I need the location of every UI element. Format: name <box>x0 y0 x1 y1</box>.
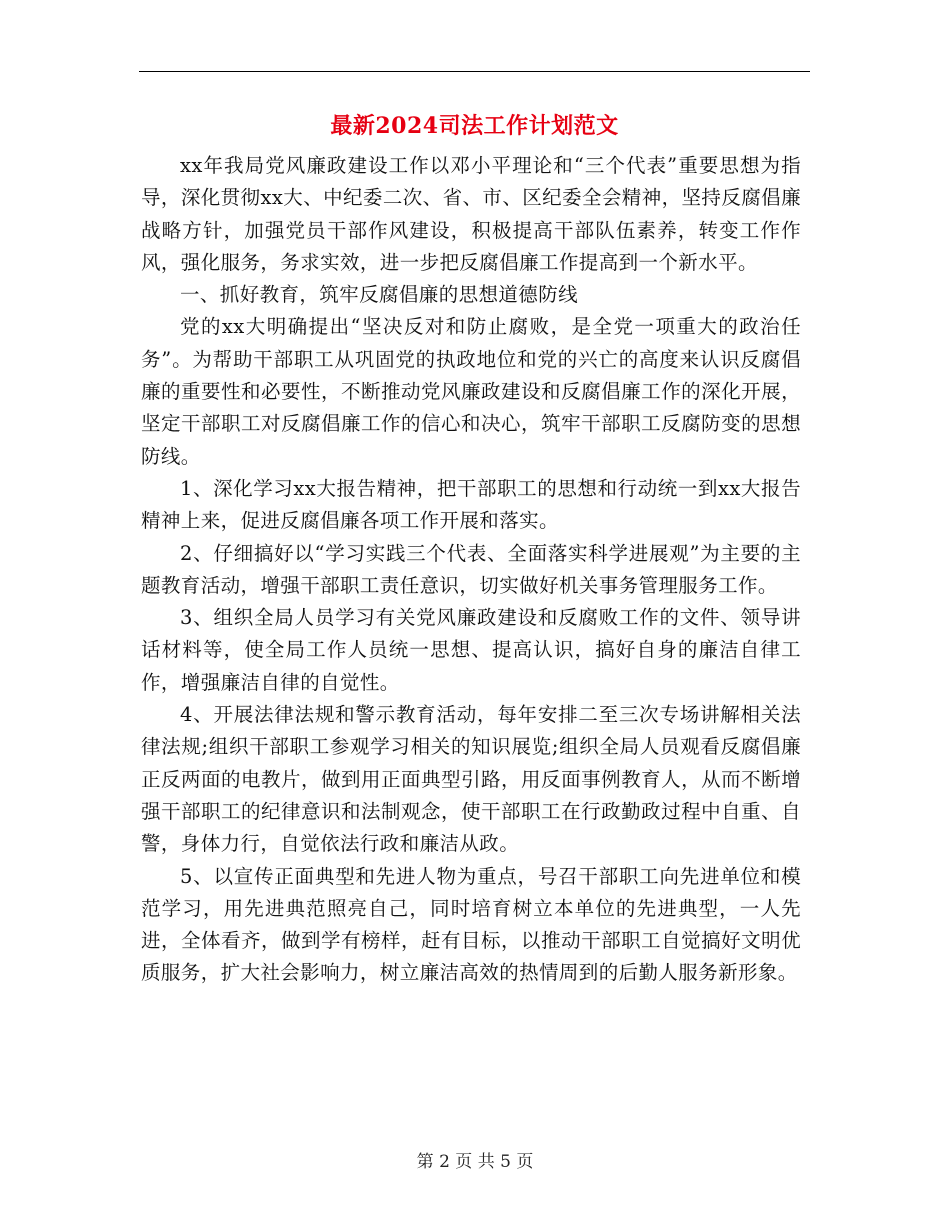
list-item-3: 3、组织全局人员学习有关党风廉政建设和反腐败工作的文件、领导讲话材料等，使全局工作人员统一思想、提高认识，搞好自身的廉洁自律工作，增强廉洁自律的自觉性。 <box>141 606 801 694</box>
list-item-4: 4、开展法律法规和警示教育活动，每年安排二至三次专场讲解相关法律法规;组织干部职工参观学习相关的知识展览;组织全局人员观看反腐倡廉正反两面的电教片，做到用正面典型引路，用反面事例教育人，从而不断增强干部职工的纪律意识和法制观念，使干部职工在行政勤政过程中自重、自警，身体力行，自觉依法行政和廉洁从政。 <box>141 703 801 856</box>
header-rule <box>139 71 810 72</box>
document-title: 最新2024司法工作计划范文 <box>330 113 619 139</box>
document-body <box>141 150 801 990</box>
paragraph-intro: xx年我局党风廉政建设工作以邓小平理论和“三个代表”重要思想为指导，深化贯彻xx大、中纪委二次、省、市、区纪委全会精神，坚持反腐倡廉战略方针，加强党员干部作风建设，积极提高干部队伍素养，转变工作作风，强化服务，务求实效，进一步把反腐倡廉工作提高到一个新水平。 <box>141 154 801 274</box>
section-heading-1: 一、抓好教育，筑牢反腐倡廉的思想道德防线 <box>180 283 579 307</box>
page-number: 第 2 页 共 5 页 <box>416 1152 534 1172</box>
page-footer <box>0 1150 950 1174</box>
paragraph-section-1: 党的xx大明确提出“坚决反对和防止腐败，是全党一项重大的政治任务”。为帮助干部职工从巩固党的执政地位和党的兴亡的高度来认识反腐倡廉的重要性和必要性，不断推动党风廉政建设和反腐倡廉工作的深化开展，坚定干部职工对反腐倡廉工作的信心和决心，筑牢干部职工反腐防变的思想防线。 <box>141 315 801 468</box>
list-item-5: 5、以宣传正面典型和先进人物为重点，号召干部职工向先进单位和模范学习，用先进典范照亮自己，同时培育树立本单位的先进典型，一人先进，全体看齐，做到学有榜样，赶有目标，以推动干部职工自觉搞好文明优质服务，扩大社会影响力，树立廉洁高效的热情周到的后勤人服务新形象。 <box>141 864 801 985</box>
list-item-2: 2、仔细搞好以“学习实践三个代表、全面落实科学进展观”为主要的主题教育活动，增强干部职工责任意识，切实做好机关事务管理服务工作。 <box>141 541 801 597</box>
list-item-1: 1、深化学习xx大报告精神，把干部职工的思想和行动统一到xx大报告精神上来，促进反腐倡廉各项工作开展和落实。 <box>141 476 801 533</box>
